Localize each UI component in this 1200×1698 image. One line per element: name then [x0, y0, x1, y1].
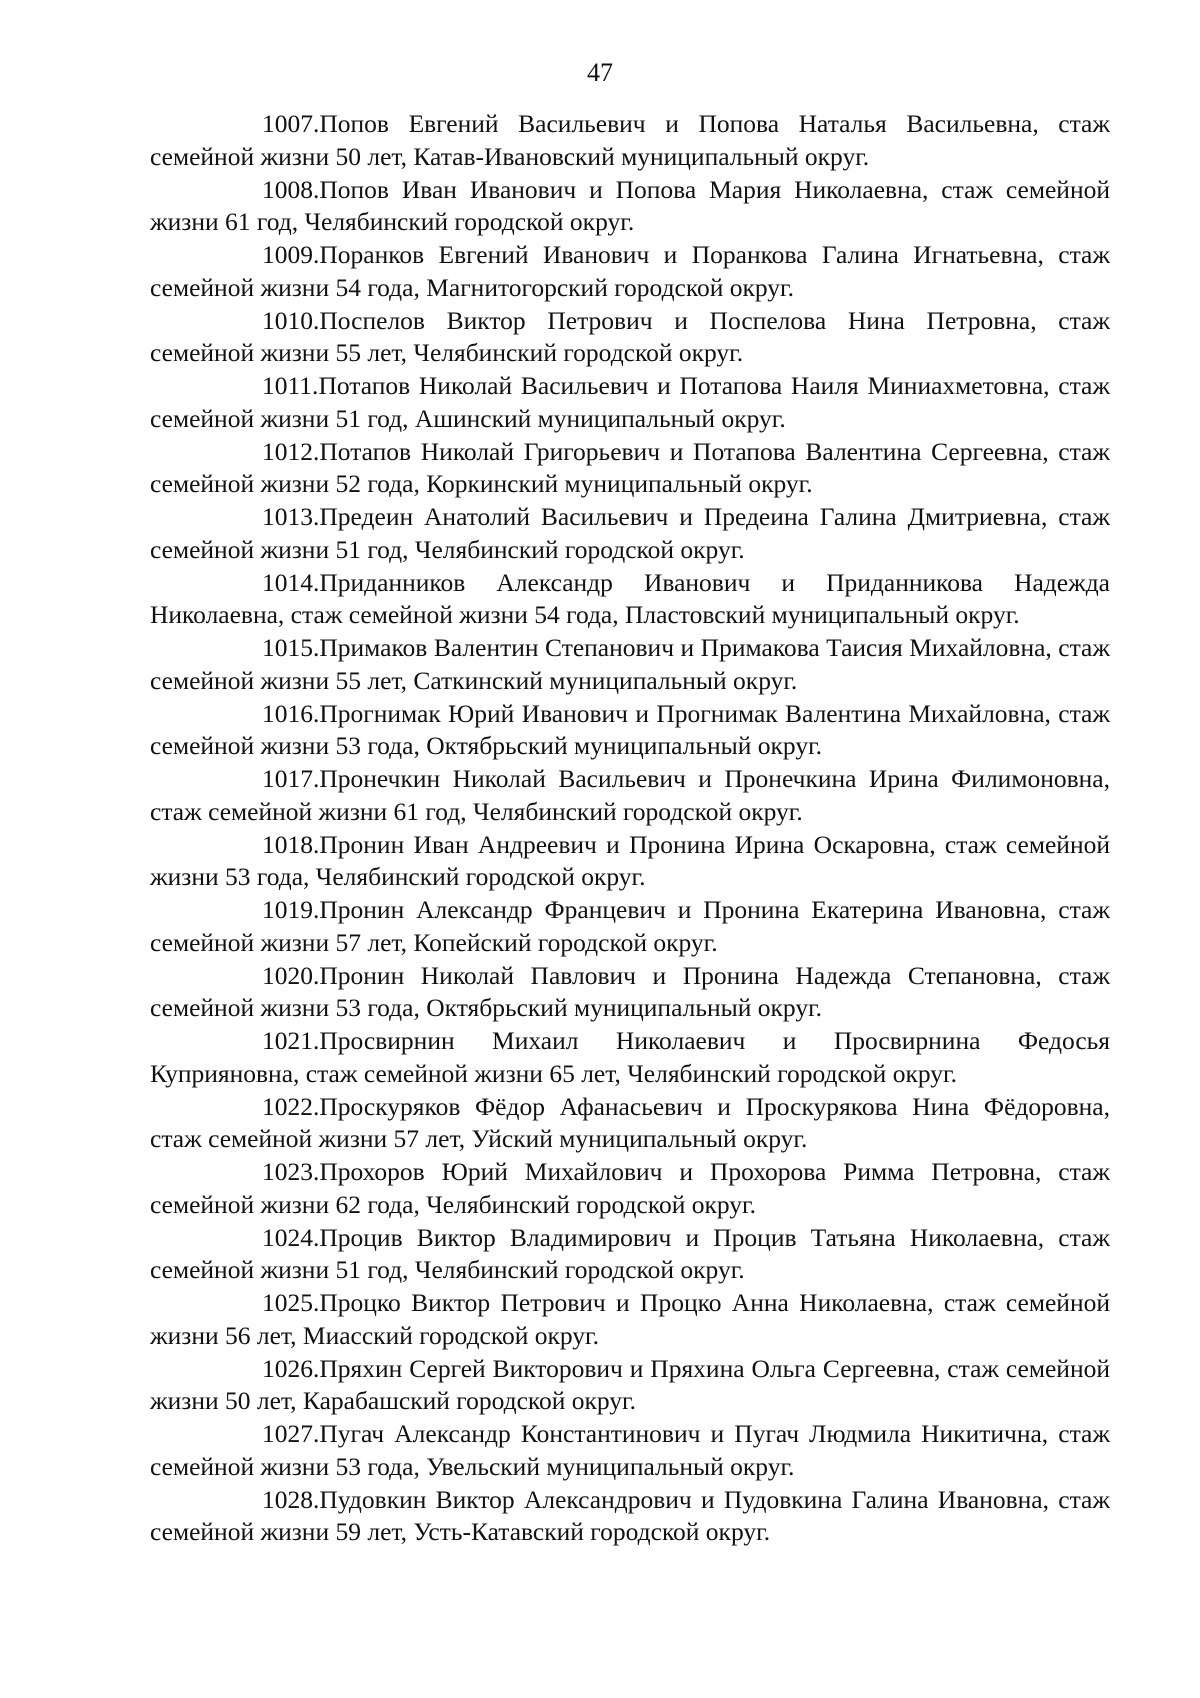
entries-list	[150, 108, 1110, 1549]
list-item	[150, 763, 1110, 828]
list-item	[150, 1418, 1110, 1483]
entry-text: Пронин Иван Андреевич и Пронина Ирина Оскаровна, стаж семейной жизни 53 года, Челябинский городской округ.	[150, 829, 1110, 891]
list-item	[150, 108, 1110, 173]
entry-number: 1027.	[262, 1419, 320, 1448]
entry-text: Проскуряков Фёдор Афанасьевич и Проскурякова Нина Фёдоровна, стаж семейной жизни 57 лет, Уйский муниципальный округ.	[150, 1091, 1110, 1153]
list-item	[150, 1156, 1110, 1221]
list-item	[150, 960, 1110, 1025]
entry-number: 1028.	[262, 1484, 320, 1514]
entry-text: Просвирнин Михаил Николаевич и Просвирнина Федосья Куприяновна, стаж семейной жизни 65 лет, Челябинский городской округ.	[150, 1026, 1110, 1088]
list-item	[150, 567, 1110, 632]
entry-number: 1011.	[262, 371, 319, 400]
list-item	[150, 501, 1110, 566]
entry-number: 1013.	[262, 502, 320, 531]
entry-number: 1007.	[262, 109, 320, 138]
entry-number: 1018.	[262, 829, 320, 859]
entry-number: 1023.	[262, 1157, 320, 1186]
list-item	[150, 1222, 1110, 1287]
entry-number: 1015.	[262, 633, 320, 662]
list-item	[150, 1353, 1110, 1418]
entry-number: 1008.	[262, 174, 320, 204]
entry-number: 1022.	[262, 1091, 320, 1121]
entry-text: Прогнимак Юрий Иванович и Прогнимак Валентина Михайловна, стаж семейной жизни 53 года, Октябрьский муниципальный округ.	[150, 698, 1110, 760]
entry-number: 1017.	[262, 764, 320, 793]
entry-number: 1016.	[262, 698, 320, 728]
entry-number: 1021.	[262, 1026, 320, 1055]
page-number: 47	[587, 58, 613, 87]
list-item	[150, 370, 1110, 435]
entry-text: Примаков Валентин Степанович и Примакова Таисия Михайловна, стаж семейной жизни 55 лет, Саткинский муниципальный округ.	[150, 633, 1110, 695]
entry-number: 1009.	[262, 240, 320, 269]
entry-text: Прохоров Юрий Михайлович и Прохорова Римма Петровна, стаж семейной жизни 62 года, Челябинский городской округ.	[150, 1157, 1110, 1219]
entry-number: 1025.	[262, 1288, 320, 1317]
entry-number: 1026.	[262, 1353, 320, 1383]
entry-text: Приданников Александр Иванович и Приданникова Надежда Николаевна, стаж семейной жизни 54 года, Пластовский муниципальный округ.	[150, 567, 1110, 629]
entry-text: Пронин Николай Павлович и Пронина Надежда Степановна, стаж семейной жизни 53 года, Октябрьский муниципальный округ.	[150, 960, 1110, 1022]
entry-text: Пудовкин Виктор Александрович и Пудовкина Галина Ивановна, стаж семейной жизни 59 лет, Усть-Катавский городской округ.	[150, 1484, 1110, 1546]
list-item	[150, 174, 1110, 239]
list-item	[150, 436, 1110, 501]
entry-text: Поранков Евгений Иванович и Поранкова Галина Игнатьевна, стаж семейной жизни 54 года, Магнитогорский городской округ.	[150, 240, 1110, 302]
entry-text: Процив Виктор Владимирович и Процив Татьяна Николаевна, стаж семейной жизни 51 год, Челябинский городской округ.	[150, 1222, 1110, 1284]
entry-text: Пронин Александр Францевич и Пронина Екатерина Ивановна, стаж семейной жизни 57 лет, Копейский городской округ.	[150, 895, 1110, 957]
list-item	[150, 894, 1110, 959]
entry-text: Предеин Анатолий Васильевич и Предеина Галина Дмитриевна, стаж семейной жизни 51 год, Челябинский городской округ.	[150, 502, 1110, 564]
entry-text: Процко Виктор Петрович и Процко Анна Николаевна, стаж семейной жизни 56 лет, Миасский городской округ.	[150, 1288, 1110, 1350]
entry-text: Пряхин Сергей Викторович и Пряхина Ольга Сергеевна, стаж семейной жизни 50 лет, Карабашский городской округ.	[150, 1353, 1110, 1415]
entry-text: Пронечкин Николай Васильевич и Пронечкина Ирина Филимоновна, стаж семейной жизни 61 год, Челябинский городской округ.	[150, 764, 1110, 826]
list-item	[150, 698, 1110, 763]
list-item	[150, 1025, 1110, 1090]
entry-number: 1010.	[262, 305, 320, 335]
entry-number: 1024.	[262, 1222, 320, 1252]
list-item	[150, 632, 1110, 697]
entry-text: Попов Иван Иванович и Попова Мария Николаевна, стаж семейной жизни 61 год, Челябинский городской округ.	[150, 174, 1110, 236]
entry-number: 1012.	[262, 436, 320, 466]
list-item	[150, 1287, 1110, 1352]
list-item	[150, 1091, 1110, 1156]
list-item	[150, 305, 1110, 370]
entry-text: Пугач Александр Константинович и Пугач Людмила Никитична, стаж семейной жизни 53 года, Увельский муниципальный округ.	[150, 1419, 1110, 1481]
list-item	[150, 239, 1110, 304]
entry-number: 1020.	[262, 960, 320, 990]
entry-text: Поспелов Виктор Петрович и Поспелова Нина Петровна, стаж семейной жизни 55 лет, Челябинский городской округ.	[150, 305, 1110, 367]
list-item	[150, 1484, 1110, 1549]
list-item	[150, 829, 1110, 894]
entry-text: Потапов Николай Васильевич и Потапова Наиля Миниахметовна, стаж семейной жизни 51 год, Ашинский муниципальный округ.	[150, 371, 1110, 433]
entry-number: 1014.	[262, 567, 320, 597]
entry-number: 1019.	[262, 895, 320, 924]
entry-text: Попов Евгений Васильевич и Попова Наталья Васильевна, стаж семейной жизни 50 лет, Катав-Ивановский муниципальный округ.	[150, 109, 1110, 171]
entry-text: Потапов Николай Григорьевич и Потапова Валентина Сергеевна, стаж семейной жизни 52 года, Коркинский муниципальный округ.	[150, 436, 1110, 498]
